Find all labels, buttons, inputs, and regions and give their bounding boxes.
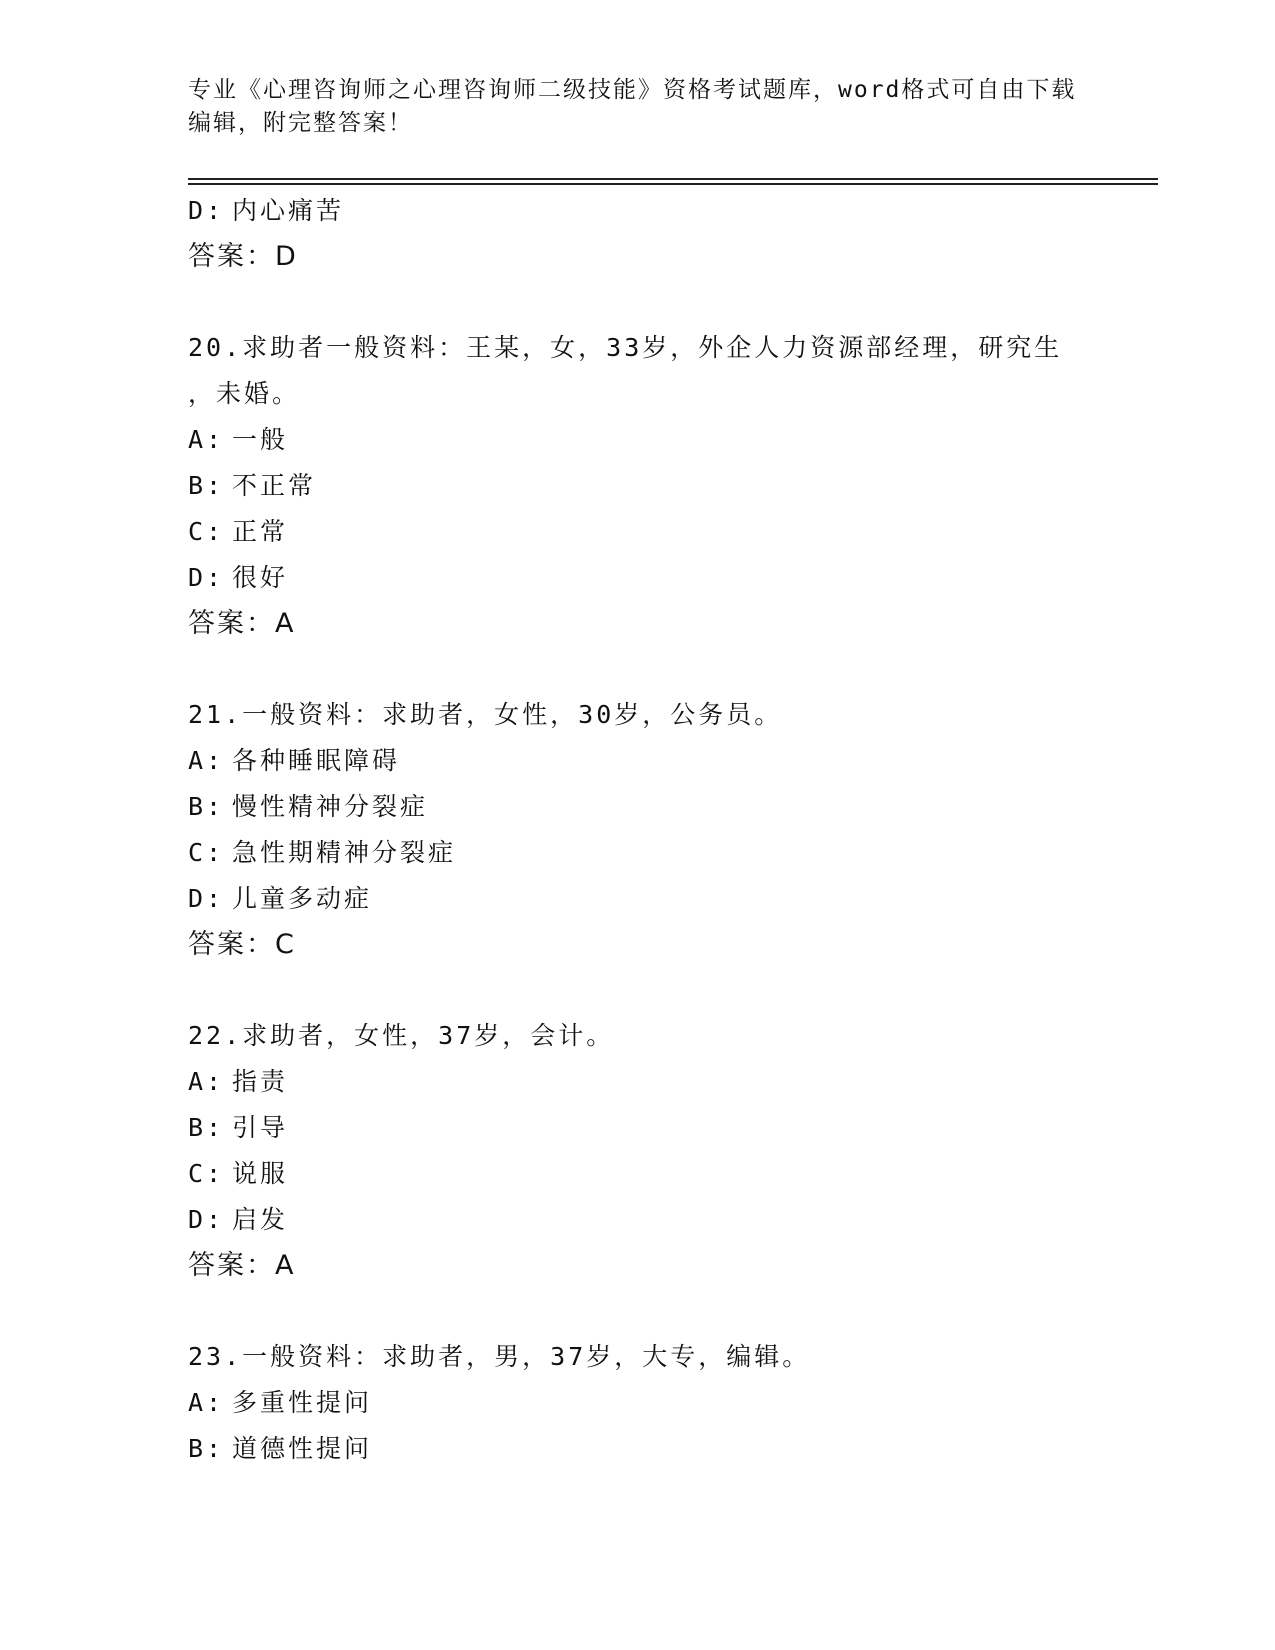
option-key: A: bbox=[188, 746, 225, 775]
option-text: 各种睡眠障碍 bbox=[232, 746, 401, 775]
option-text: 道德性提问 bbox=[232, 1434, 373, 1463]
option-row bbox=[188, 555, 1148, 601]
option-text: 慢性精神分裂症 bbox=[232, 792, 429, 821]
option-key: D: bbox=[188, 884, 225, 913]
option-text: 引导 bbox=[232, 1113, 289, 1142]
answer-line: 答案：A bbox=[188, 608, 296, 639]
option-text: 很好 bbox=[232, 563, 289, 592]
document-header bbox=[188, 74, 1088, 140]
option-row bbox=[188, 1059, 1148, 1105]
option-text: 一般 bbox=[232, 425, 289, 454]
option-row bbox=[188, 509, 1148, 555]
option-text: 启发 bbox=[232, 1205, 289, 1234]
option-text: 正常 bbox=[232, 517, 289, 546]
option-text: 指责 bbox=[232, 1067, 289, 1096]
question-stem-continued: ，未婚。 bbox=[188, 379, 301, 408]
option-row bbox=[188, 463, 1148, 509]
option-key: A: bbox=[188, 425, 225, 454]
option-row bbox=[188, 188, 1148, 234]
option-row bbox=[188, 1380, 1148, 1426]
header-line-1: 专业《心理咨询师之心理咨询师二级技能》资格考试题库，word格式可自由下载 bbox=[188, 77, 1077, 103]
answer-line: 答案：A bbox=[188, 1250, 296, 1281]
question-stem: 20.求助者一般资料：王某，女，33岁，外企人力资源部经理，研究生 bbox=[188, 333, 1063, 362]
option-key: C: bbox=[188, 517, 225, 546]
option-key: B: bbox=[188, 1113, 225, 1142]
question-stem: 23.一般资料：求助者，男，37岁，大专，编辑。 bbox=[188, 1342, 811, 1371]
option-key: A: bbox=[188, 1067, 225, 1096]
option-key: D: bbox=[188, 563, 225, 592]
option-row bbox=[188, 830, 1148, 876]
option-text: 急性期精神分裂症 bbox=[232, 838, 457, 867]
option-row bbox=[188, 1151, 1148, 1197]
option-key: B: bbox=[188, 471, 225, 500]
question-list bbox=[188, 188, 1148, 1472]
option-key: B: bbox=[188, 792, 225, 821]
option-key: D: bbox=[188, 196, 225, 225]
option-row bbox=[188, 1426, 1148, 1472]
answer-line: 答案：D bbox=[188, 241, 298, 272]
header-divider-bottom bbox=[188, 183, 1158, 185]
question-stem: 22.求助者，女性，37岁，会计。 bbox=[188, 1021, 615, 1050]
option-text: 内心痛苦 bbox=[232, 196, 345, 225]
option-key: A: bbox=[188, 1388, 225, 1417]
answer-line: 答案：C bbox=[188, 929, 296, 960]
question-stem: 21.一般资料：求助者，女性，30岁，公务员。 bbox=[188, 700, 783, 729]
option-key: B: bbox=[188, 1434, 225, 1463]
option-row bbox=[188, 784, 1148, 830]
header-divider-top bbox=[188, 178, 1158, 180]
option-text: 多重性提问 bbox=[232, 1388, 373, 1417]
option-row bbox=[188, 1197, 1148, 1243]
option-key: D: bbox=[188, 1205, 225, 1234]
option-text: 说服 bbox=[232, 1159, 289, 1188]
option-row bbox=[188, 738, 1148, 784]
option-key: C: bbox=[188, 1159, 225, 1188]
option-row bbox=[188, 1105, 1148, 1151]
option-text: 儿童多动症 bbox=[232, 884, 373, 913]
option-row bbox=[188, 876, 1148, 922]
option-text: 不正常 bbox=[232, 471, 317, 500]
option-row bbox=[188, 417, 1148, 463]
option-key: C: bbox=[188, 838, 225, 867]
header-line-2: 编辑，附完整答案！ bbox=[188, 110, 413, 136]
